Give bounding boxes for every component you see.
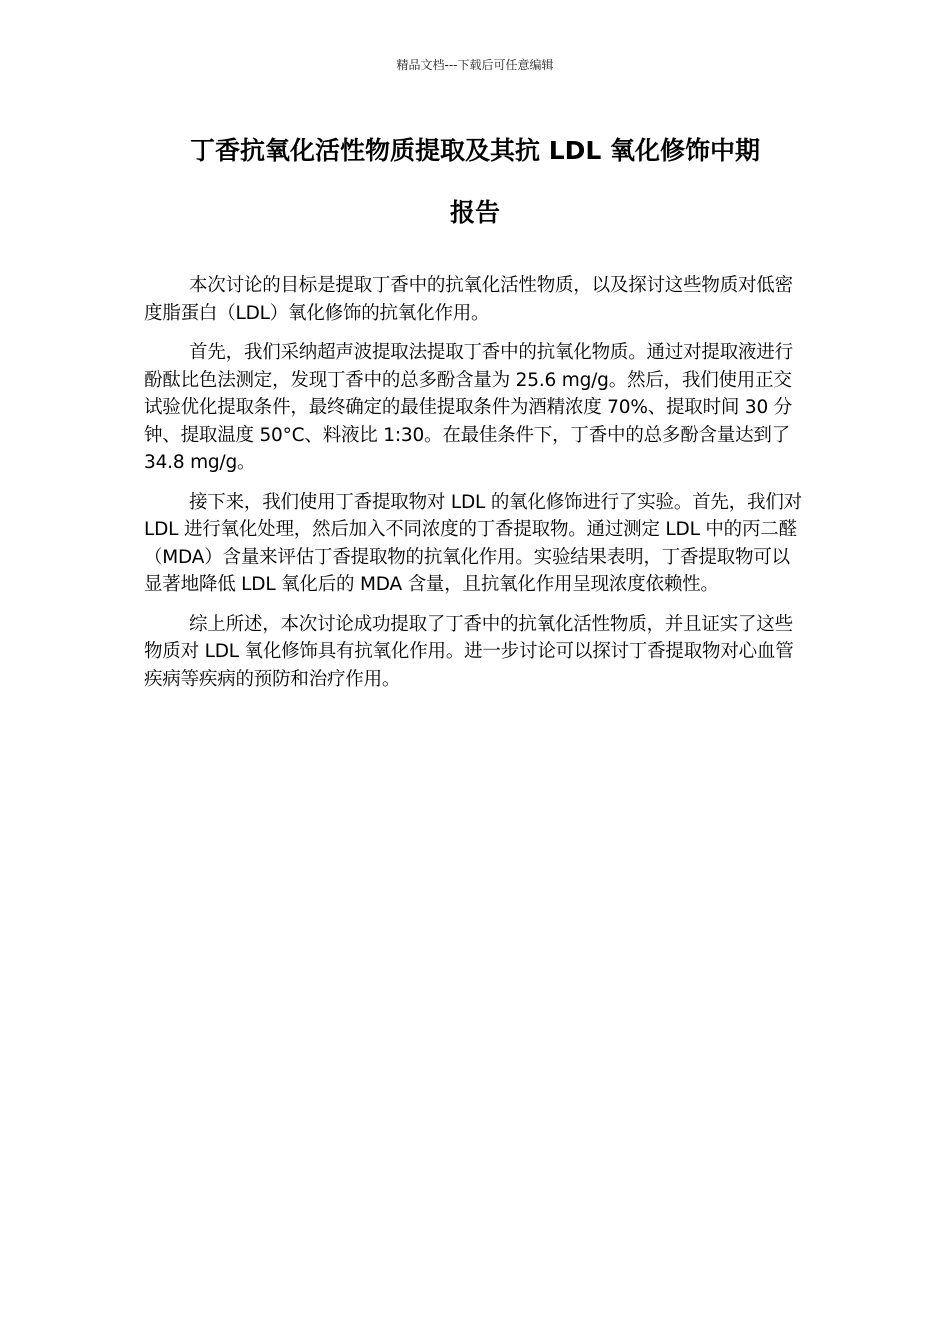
- paragraph-objective: 本次讨论的目标是提取丁香中的抗氧化活性物质，以及探讨这些物质对低密度脂蛋白（LDL）氧化修饰的抗氧化作用。: [144, 275, 793, 324]
- title-line-2: 报告: [449, 198, 500, 227]
- title-line-1: 丁香抗氧化活性物质提取及其抗 LDL 氧化修饰中期: [189, 136, 761, 165]
- document-title: [145, 133, 805, 231]
- document-body: [144, 272, 806, 705]
- header-note: 精品文档---下载后可任意编辑: [396, 58, 554, 72]
- paragraph-ldl-experiment: 接下来，我们使用丁香提取物对 LDL 的氧化修饰进行了实验。首先，我们对 LDL 进行氧化处理，然后加入不同浓度的丁香提取物。通过测定 LDL 中的丙二醛（MDA）含量来评估丁香提取物的抗氧化作用。实验结果表明，丁香提取物可以显著地降低 LDL 氧化后的 MDA 含量，且抗氧化作用呈现浓度依赖性。: [144, 491, 802, 595]
- paragraph-conclusion: 综上所述，本次讨论成功提取了丁香中的抗氧化活性物质，并且证实了这些物质对 LDL 氧化修饰具有抗氧化作用。进一步讨论可以探讨丁香提取物对心血管疾病等疾病的预防和治疗作用。: [144, 613, 794, 690]
- paragraph-extraction: 首先，我们采纳超声波提取法提取丁香中的抗氧化物质。通过对提取液进行酚酞比色法测定，发现丁香中的总多酚含量为 25.6 mg/g。然后，我们使用正交试验优化提取条件，最终确定的最佳提取条件为酒精浓度 70%、提取时间 30 分钟、提取温度 50°C、料液比 1:30。在最佳条件下，丁香中的总多酚含量达到了 34.8 mg/g。: [144, 342, 793, 473]
